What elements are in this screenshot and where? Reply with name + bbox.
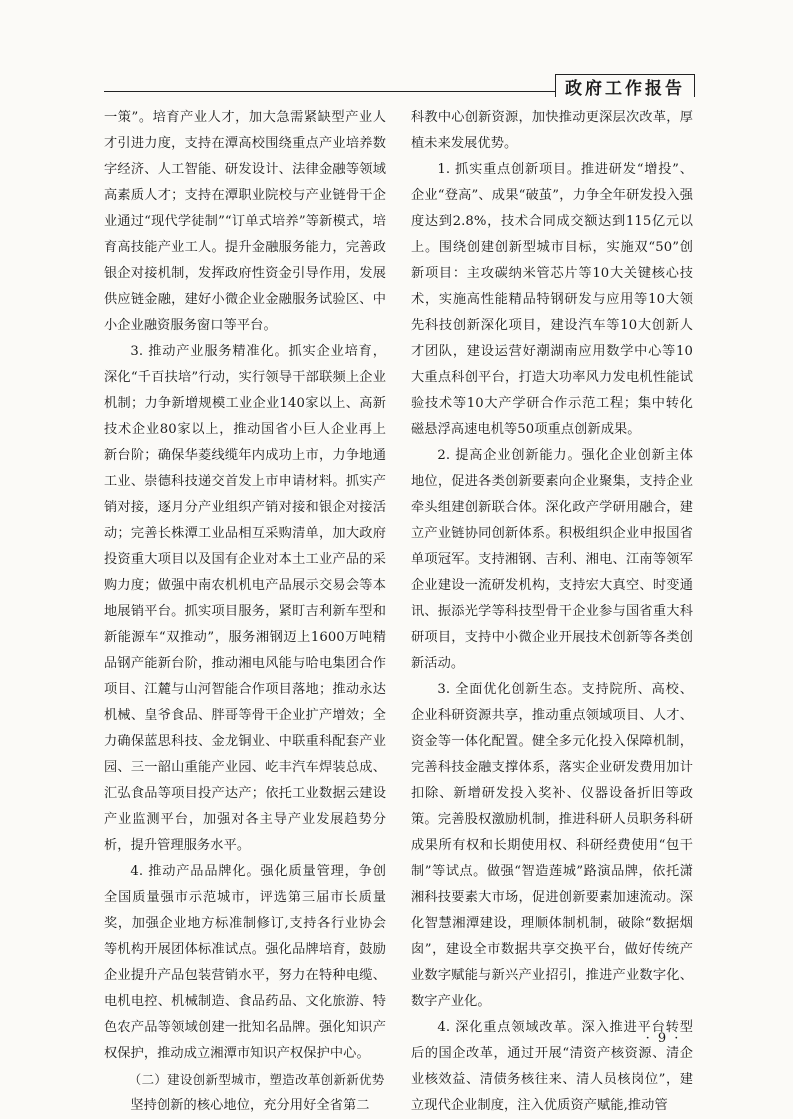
section-title: 政府工作报告: [555, 74, 695, 97]
paragraph: 坚持创新的核心地位，充分用好全省第二: [130, 1098, 370, 1113]
page-number: · 9 ·: [645, 1031, 681, 1046]
right-column: [411, 105, 693, 1119]
paragraph: 4. 推动产品品牌化。强化质量管理，争创全国质量强市示范城市，评选第三届市长质量奖，加强企业地方标准制修订,支持各行业协会等机构开展团体标准试点。强化品牌培育，鼓励企业提升产品包装营销水平，努力在特种电缆、电机电控、机械制造、食品药品、文化旅游、特色农产品等领域创建一批知名品牌。强化知识产权保护，推动成立湘潭市知识产权保护中心。: [104, 864, 386, 1061]
paragraph: 一策”。培育产业人才，加大急需紧缺型产业人才引进力度，支持在潭高校围绕重点产业培养数字经济、人工智能、研发设计、法律金融等领域高素质人才；支持在潭职业院校与产业链骨干企业通过“现代学徒制”“订单式培养”等新模式，培育高技能产业工人。提升金融服务能力，完善政银企对接机制，发挥政府性资金引导作用，发展供应链金融，建好小微企业金融服务试验区、中小企业融资服务窗口等平台。: [104, 110, 386, 333]
left-column: [104, 105, 386, 1119]
section-subheading: （二）建设创新型城市，塑造改革创新新优势: [128, 1072, 385, 1087]
paragraph: 科教中心创新资源，加快推动更深层次改革，厚植未来发展优势。: [411, 110, 693, 151]
paragraph: 4. 深化重点领域改革。深入推进平台转型后的国企改革，通过开展“清资产核资源、清企业核效益、清债务核往来、清人员核岗位”，建立现代企业制度，注入优质资产赋能,推动管: [411, 1020, 693, 1113]
paragraph: 2. 提高企业创新能力。强化企业创新主体地位，促进各类创新要素向企业聚集，支持企业牵头组建创新联合体。深化政产学研用融合，建立产业链协同创新体系。积极组织企业申报国省单项冠军。支持湘钢、吉利、湘电、江南等领军企业建设一流研发机构，支持宏大真空、时变通讯、振添光学等科技型骨干企业参与国省重大科研项目，支持中小微企业开展技术创新等各类创新活动。: [411, 448, 693, 671]
paragraph: 3. 推动产业服务精准化。抓实企业培育，深化“千百扶培”行动，实行领导干部联频上企业机制；力争新增规模工业企业140家以上、高新技术企业80家以上，推动国省小巨人企业再上新台阶；确保华菱线缆年内成功上市，力争地通工业、崇德科技递交首发上市申请材料。抓实产销对接，逐月分产业组织产销对接和银企对接活动；完善长株潭工业品相互采购清单，加大政府投资重大项目以及国有企业对本土工业产品的采购力度；做强中南农机机电产品展示交易会等本地展销平台。抓实项目服务，紧盯吉利新车型和新能源车“双推动”，服务湘钢迈上1600万吨精品钢产能新台阶，推动湘电风能与哈电集团合作项目、江麓与山河智能合作项目落地；推动永达机械、皇爷食品、胖哥等骨干企业扩产增效；全力确保蓝思科技、金龙铜业、中联重科配套产业园、三一韶山重能产业园、屹丰汽车焊装总成、汇弘食品等项目投产达产；依托工业数据云建设产业监测平台，加强对各主导产业发展趋势分析，提升管理服务水平。: [104, 344, 386, 853]
paragraph: 3. 全面优化创新生态。支持院所、高校、企业科研资源共享，推动重点领域项目、人才、资金等一体化配置。健全多元化投入保障机制，完善科技金融支撑体系，落实企业研发费用加计扣除、新增研发投入奖补、仪器设备折旧等政策。完善股权激励机制，推进科研人员职务科研成果所有权和长期使用权、科研经费使用“包干制”等试点。做强“智造莲城”路演品牌，依托潇湘科技要素大市场，促进创新要素加速流动。深化智慧湘潭建设，理顺体制机制，破除“数据烟囱”，建设全市数据共享交换平台，做好传统产业数字赋能与新兴产业招引，推进产业数字化、数字产业化。: [411, 682, 693, 1009]
paragraph: 1. 抓实重点创新项目。推进研发“增投”、企业“登高”、成果“破茧”，力争全年研发投入强度达到2.8%，技术合同成交额达到115亿元以上。围绕创建创新型城市目标，实施双“50”创新项目：主攻碳纳米管芯片等10大关键核心技术，实施高性能精品特钢研发与应用等10大领先科技创新深化项目，建设汽车等10大创新人才团队，建设运营好潮湖南应用数学中心等10大重点科创平台，打造大功率风力发电机性能试验技术等10大产学研合作示范工程；集中转化磁悬浮高速电机等50项重点创新成果。: [411, 162, 693, 437]
